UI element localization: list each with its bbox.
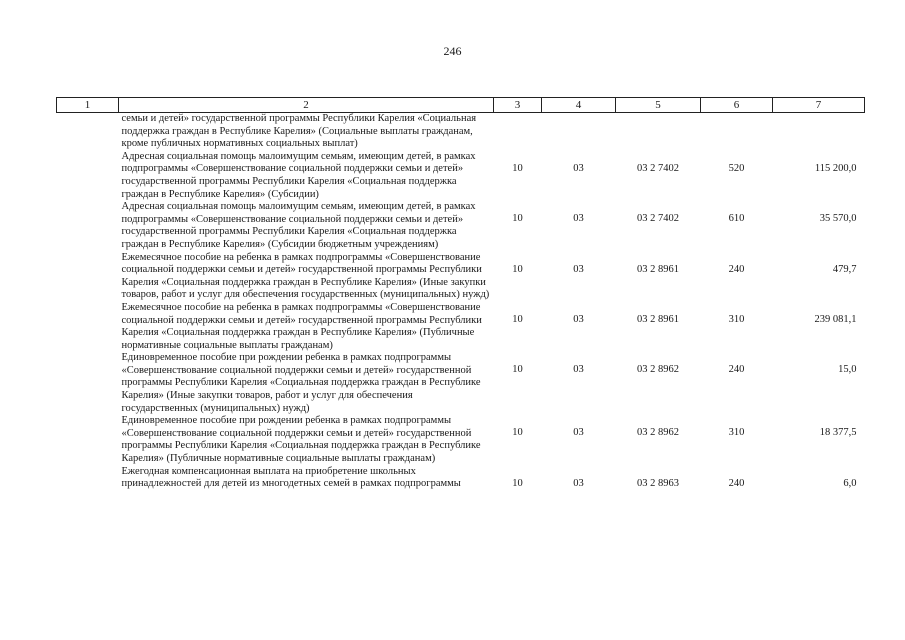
row-type	[701, 113, 773, 151]
row-code	[57, 415, 119, 465]
row-name: Единовременное пособие при рождении ребенка в рамках подпрограммы «Совершенствование социальной поддержки семьи и детей» государственной программы Республики Карелия «Социальная поддержка граждан в Республике Карелия» (Иные закупки товаров, работ и услуг для обеспечения государственных (муниципальных) нужд)	[121, 352, 481, 414]
table-row	[57, 302, 865, 352]
row-target: 03 2 8961	[637, 313, 679, 325]
row-amount: 115 200,0	[814, 162, 857, 174]
row-target: 03 2 7402	[637, 162, 679, 174]
row-type: 240	[728, 477, 745, 489]
column-header-1: 1	[57, 98, 119, 113]
row-section: 10	[512, 313, 523, 325]
table-row	[57, 466, 865, 491]
row-type: 310	[728, 313, 745, 325]
row-amount: 18 377,5	[819, 427, 857, 439]
row-target	[616, 113, 701, 151]
row-subsection	[542, 113, 616, 151]
row-target: 03 2 8962	[637, 364, 679, 376]
table-row	[57, 252, 865, 302]
row-name: семьи и детей» государственной программы Республики Карелия «Социальная поддержка граждан в Республике Карелия» (Социальные выплаты гражданам, кроме публичных нормативных социальных выплат)	[121, 113, 477, 150]
row-amount: 479,7	[832, 263, 857, 275]
row-target: 03 2 8961	[637, 263, 679, 275]
row-subsection: 03	[573, 364, 584, 376]
column-header-6: 6	[701, 98, 773, 113]
row-amount	[773, 113, 865, 151]
row-subsection: 03	[573, 427, 584, 439]
row-code	[57, 252, 119, 302]
table-row	[57, 352, 865, 415]
row-subsection: 03	[573, 162, 584, 174]
column-header-2: 2	[119, 98, 494, 113]
row-target: 03 2 8962	[637, 427, 679, 439]
budget-table	[56, 97, 865, 491]
row-subsection: 03	[573, 313, 584, 325]
row-section: 10	[512, 263, 523, 275]
table-header-row	[57, 98, 865, 113]
row-name: Адресная социальная помощь малоимущим семьям, имеющим детей, в рамках подпрограммы «Совершенствование социальной поддержки семьи и детей» государственной программы Республики Карелия «Социальная поддержка граждан в Республике Карелия» (Субсидии)	[121, 150, 476, 200]
row-name: Единовременное пособие при рождении ребенка в рамках подпрограммы «Совершенствование социальной поддержки семьи и детей» государственной программы Республики Карелия «Социальная поддержка граждан в Республике Карелия» (Публичные нормативные социальные выплаты гражданам)	[121, 415, 481, 465]
row-target: 03 2 8963	[637, 477, 679, 489]
row-amount: 6,0	[843, 477, 857, 489]
row-section	[494, 113, 542, 151]
row-amount: 15,0	[838, 364, 857, 376]
row-amount: 239 081,1	[814, 313, 857, 325]
row-name: Ежемесячное пособие на ребенка в рамках подпрограммы «Совершенствование социальной поддержки семьи и детей» государственной программы Республики Карелия «Социальная поддержка граждан в Республике Карелия» (Публичные нормативные социальные выплаты гражданам)	[121, 301, 482, 351]
row-subsection: 03	[573, 477, 584, 489]
row-code	[57, 466, 119, 491]
table-row	[57, 201, 865, 251]
row-type: 520	[728, 162, 745, 174]
row-section: 10	[512, 162, 523, 174]
row-type: 610	[728, 213, 745, 225]
row-type: 240	[728, 364, 745, 376]
row-name: Ежегодная компенсационная выплата на приобретение школьных принадлежностей для детей из многодетных семей в рамках подпрограммы	[121, 465, 461, 490]
row-section: 10	[512, 213, 523, 225]
row-code	[57, 151, 119, 201]
row-code	[57, 352, 119, 415]
row-subsection: 03	[573, 213, 584, 225]
row-section: 10	[512, 477, 523, 489]
table-row	[57, 113, 865, 151]
row-type: 310	[728, 427, 745, 439]
page-number: 246	[443, 44, 462, 58]
row-type: 240	[728, 263, 745, 275]
column-header-5: 5	[616, 98, 701, 113]
row-name: Адресная социальная помощь малоимущим семьям, имеющим детей, в рамках подпрограммы «Совершенствование социальной поддержки семьи и детей» государственной программы Республики Карелия «Социальная поддержка граждан в Республике Карелия» (Субсидии бюджетным учреждениям)	[121, 201, 476, 250]
row-amount: 35 570,0	[819, 213, 857, 225]
budget-table-container	[56, 97, 864, 491]
column-header-7: 7	[773, 98, 865, 113]
row-code	[57, 201, 119, 251]
row-name: Ежемесячное пособие на ребенка в рамках подпрограммы «Совершенствование социальной поддержки семьи и детей» государственной программы Республики Карелия «Социальная поддержка граждан в Республике Карелия» (Иные закупки товаров, работ и услуг для обеспечения государственных (муниципальных) нужд)	[121, 251, 490, 301]
row-subsection: 03	[573, 263, 584, 275]
row-section: 10	[512, 364, 523, 376]
row-code	[57, 302, 119, 352]
column-header-3: 3	[494, 98, 542, 113]
table-row	[57, 151, 865, 201]
row-section: 10	[512, 427, 523, 439]
row-target: 03 2 7402	[637, 213, 679, 225]
table-row	[57, 415, 865, 465]
row-code	[57, 113, 119, 151]
column-header-4: 4	[542, 98, 616, 113]
